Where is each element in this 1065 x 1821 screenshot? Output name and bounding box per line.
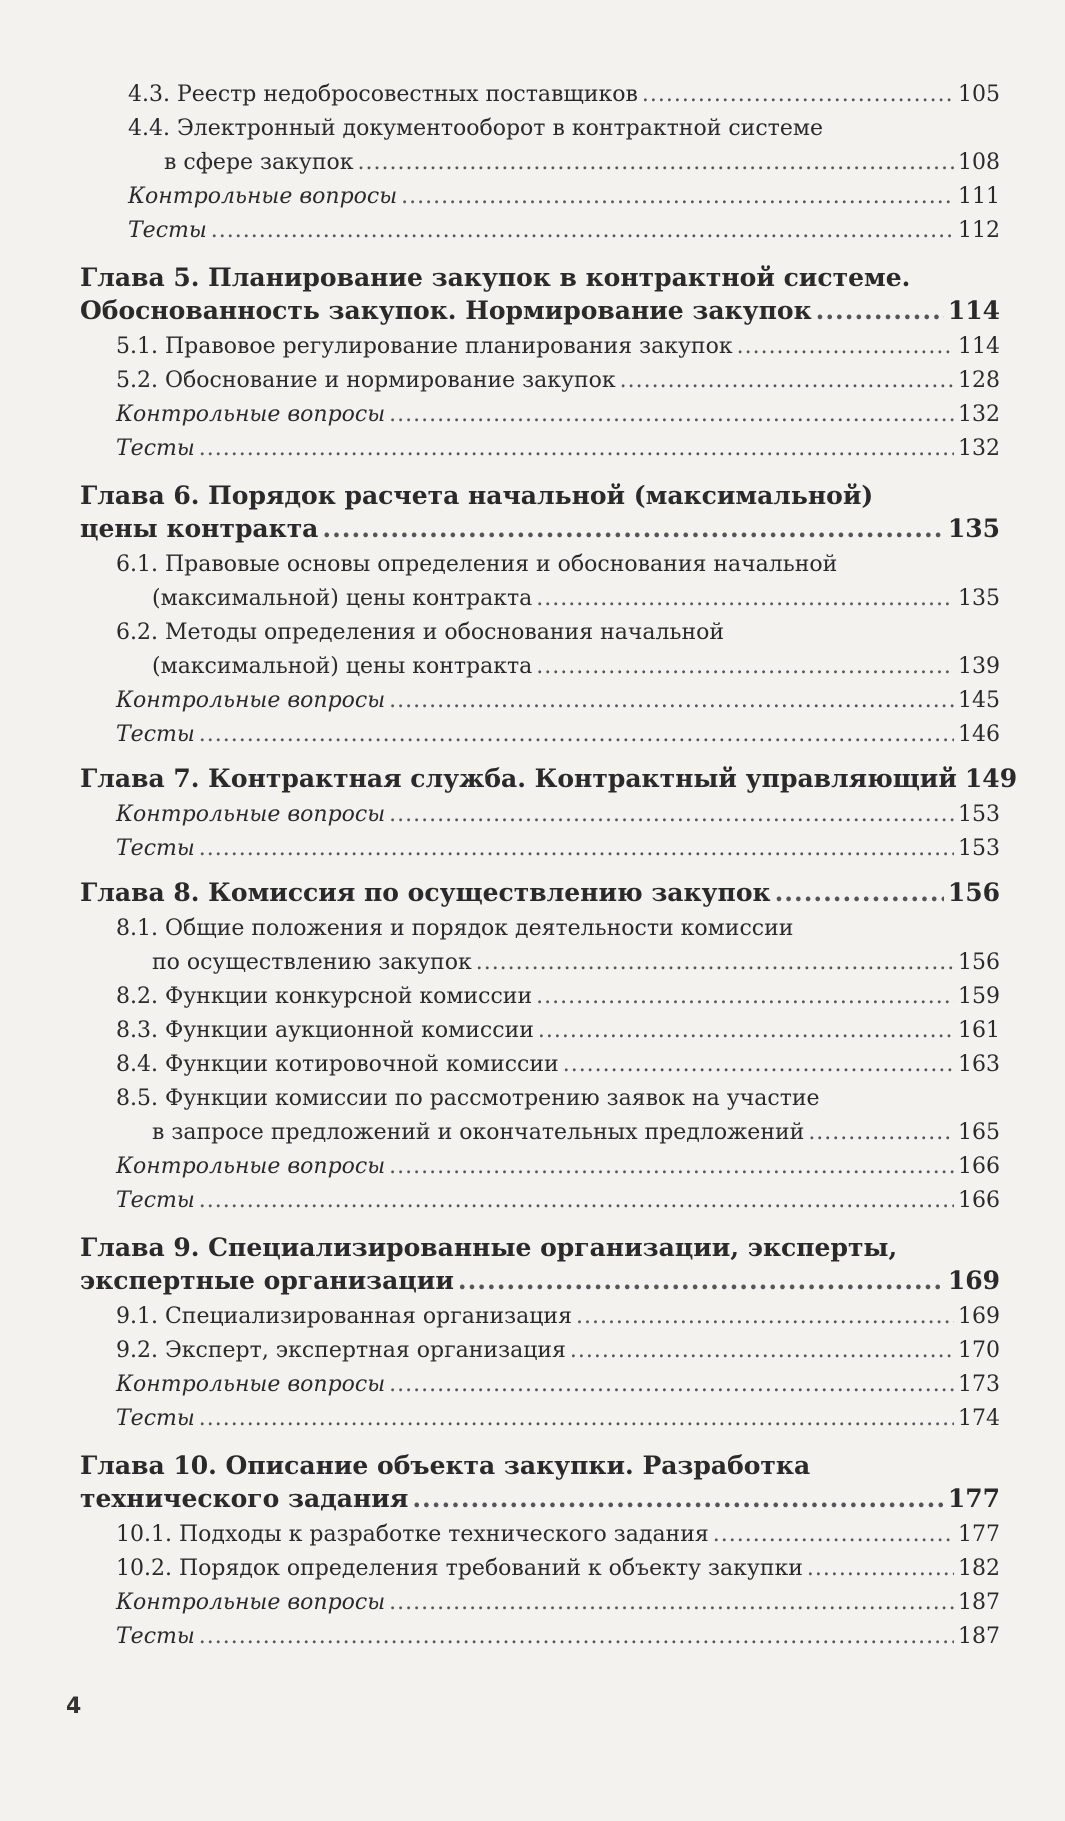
entry-label: Контрольные вопросы xyxy=(116,1590,386,1615)
toc-entry xyxy=(80,1018,1000,1052)
entry-page: 166 xyxy=(958,1154,1000,1179)
toc-entry xyxy=(80,1266,1000,1304)
entry-page: 169 xyxy=(958,1304,1000,1329)
entry-page: 156 xyxy=(958,950,1000,975)
toc-entry xyxy=(80,586,1000,620)
toc-entry xyxy=(80,514,1000,552)
leader-dots xyxy=(775,878,944,907)
toc-entry xyxy=(80,950,1000,984)
entry-label: Тесты xyxy=(116,436,195,461)
chapter-section xyxy=(80,1230,1000,1440)
entry-page: 135 xyxy=(958,586,1000,611)
entry-page: 114 xyxy=(958,334,1000,359)
entry-label: 8.2. Функции конкурсной комиссии xyxy=(116,984,533,1009)
entry-page: 128 xyxy=(958,368,1000,393)
leader-dots xyxy=(211,218,954,243)
leader-dots xyxy=(199,1406,954,1431)
entry-label: Тесты xyxy=(116,836,195,861)
leader-dots xyxy=(389,1154,954,1179)
toc-entry xyxy=(80,150,1000,184)
toc-entry xyxy=(80,688,1000,722)
entry-label: 10.2. Порядок определения требований к объекту закупки xyxy=(116,1556,803,1581)
leader-dots xyxy=(358,150,954,175)
entry-label: в запросе предложений и окончательных предложений xyxy=(152,1120,805,1145)
entry-label: Глава 8. Комиссия по осуществлению закупок xyxy=(80,878,771,907)
chapter-section xyxy=(80,260,1000,470)
toc-entry xyxy=(80,764,1018,802)
leader-dots xyxy=(199,1624,954,1649)
toc-entry xyxy=(80,1522,1000,1556)
entry-page: 174 xyxy=(958,1406,1000,1431)
entry-page: 114 xyxy=(947,296,1000,325)
leader-dots xyxy=(563,1052,954,1077)
entry-label: 10.1. Подходы к разработке технического задания xyxy=(116,1522,709,1547)
entry-label: в сфере закупок xyxy=(164,150,354,175)
entry-label: Контрольные вопросы xyxy=(116,802,386,827)
entry-page: 153 xyxy=(958,836,1000,861)
entry-page: 163 xyxy=(958,1052,1000,1077)
toc-entry xyxy=(80,1304,1000,1338)
entry-label: Глава 7. Контрактная служба. Контрактный управляющий xyxy=(80,764,957,793)
toc-entry xyxy=(80,296,1000,334)
leader-dots xyxy=(538,1018,954,1043)
leader-dots xyxy=(808,1120,954,1145)
leader-dots xyxy=(536,984,954,1009)
toc-entry xyxy=(80,1188,1000,1222)
entry-page: 165 xyxy=(958,1120,1000,1145)
leader-dots xyxy=(401,184,954,209)
entry-page: 173 xyxy=(958,1372,1000,1397)
entry-label: Обоснованность закупок. Нормирование закупок xyxy=(80,296,812,325)
entry-label: 4.3. Реестр недобросовестных поставщиков xyxy=(128,82,638,107)
entry-label: Тесты xyxy=(116,722,195,747)
toc-entry xyxy=(80,402,1000,436)
entry-label: Тесты xyxy=(128,218,207,243)
entry-page: 166 xyxy=(958,1188,1000,1213)
leader-dots xyxy=(389,688,954,713)
leader-dots xyxy=(713,1522,954,1547)
leader-dots xyxy=(412,1484,943,1513)
entry-label: 5.1. Правовое регулирование планирования закупок xyxy=(116,334,733,359)
entry-page: 105 xyxy=(958,82,1000,107)
entry-page: 146 xyxy=(958,722,1000,747)
leader-dots xyxy=(807,1556,954,1581)
toc-entry xyxy=(80,1406,1000,1440)
toc-entry xyxy=(80,722,1000,756)
entry-label: Контрольные вопросы xyxy=(116,688,386,713)
toc-entry xyxy=(80,1556,1000,1590)
entry-label: 9.1. Специализированная организация xyxy=(116,1304,572,1329)
toc-entry xyxy=(80,1624,1000,1658)
entry-label: (максимальной) цены контракта xyxy=(152,654,533,679)
chapter-section xyxy=(80,764,1018,870)
entry-label: 9.2. Эксперт, экспертная организация xyxy=(116,1338,566,1363)
leader-dots xyxy=(570,1338,954,1363)
leader-dots xyxy=(389,402,954,427)
leader-dots xyxy=(737,334,954,359)
page-number: 4 xyxy=(66,1694,82,1719)
entry-page: 132 xyxy=(958,402,1000,427)
entry-page: 161 xyxy=(958,1018,1000,1043)
lead-section xyxy=(80,82,1000,252)
entry-label: Контрольные вопросы xyxy=(128,184,398,209)
entry-label: по осуществлению закупок xyxy=(152,950,472,975)
leader-dots xyxy=(458,1266,944,1295)
toc-entry xyxy=(80,436,1000,470)
entry-label: экспертные организации xyxy=(80,1266,454,1295)
leader-dots xyxy=(536,654,954,679)
entry-label: Тесты xyxy=(116,1188,195,1213)
entry-page: 149 xyxy=(964,764,1018,793)
toc-entry xyxy=(80,1372,1000,1406)
toc-entry xyxy=(80,984,1000,1018)
entry-label: цены контракта xyxy=(80,514,319,543)
entry-page: 182 xyxy=(958,1556,1000,1581)
toc-entry xyxy=(80,1154,1000,1188)
chapter-section xyxy=(80,1448,1000,1658)
toc-entry xyxy=(80,184,1000,218)
table-of-contents xyxy=(80,82,1018,1658)
entry-page: 145 xyxy=(958,688,1000,713)
entry-label: Тесты xyxy=(116,1406,195,1431)
entry-label: Тесты xyxy=(116,1624,195,1649)
chapter-title: Глава 10. Описание объекта закупки. Разработка xyxy=(80,1451,811,1480)
leader-dots xyxy=(199,1188,954,1213)
entry-page: 187 xyxy=(958,1624,1000,1649)
toc-entry xyxy=(80,654,1000,688)
toc-entry xyxy=(80,1052,1000,1086)
chapter-section xyxy=(80,878,1000,1222)
chapter-title: Глава 5. Планирование закупок в контрактной системе. xyxy=(80,263,911,292)
toc-entry xyxy=(80,836,1000,870)
entry-page: 132 xyxy=(958,436,1000,461)
entry-label: Контрольные вопросы xyxy=(116,402,386,427)
entry-text-line: 6.1. Правовые основы определения и обоснования начальной xyxy=(116,552,838,577)
entry-page: 177 xyxy=(947,1484,1000,1513)
leader-dots xyxy=(576,1304,954,1329)
leader-dots xyxy=(389,1590,954,1615)
toc-entry xyxy=(80,218,1000,252)
toc-entry xyxy=(80,334,1000,368)
entry-label: 5.2. Обоснование и нормирование закупок xyxy=(116,368,616,393)
leader-dots xyxy=(199,722,954,747)
entry-page: 159 xyxy=(958,984,1000,1009)
leader-dots xyxy=(642,82,954,107)
entry-page: 156 xyxy=(947,878,1000,907)
chapter-title: Глава 9. Специализированные организации, эксперты, xyxy=(80,1233,898,1262)
leader-dots xyxy=(536,586,954,611)
entry-page: 177 xyxy=(958,1522,1000,1547)
entry-label: 8.3. Функции аукционной комиссии xyxy=(116,1018,534,1043)
toc-entry xyxy=(80,1484,1000,1522)
toc-entry xyxy=(80,802,1000,836)
toc-entry xyxy=(80,1338,1000,1372)
chapter-section xyxy=(80,478,1000,756)
leader-dots xyxy=(476,950,954,975)
entry-label: Контрольные вопросы xyxy=(116,1372,386,1397)
entry-page: 111 xyxy=(958,184,1000,209)
entry-page: 135 xyxy=(947,514,1000,543)
entry-text-line: 8.5. Функции комиссии по рассмотрению заявок на участие xyxy=(116,1086,820,1111)
entry-text-line: 6.2. Методы определения и обоснования начальной xyxy=(116,620,725,645)
leader-dots xyxy=(816,296,944,325)
toc-entry xyxy=(80,1590,1000,1624)
leader-dots xyxy=(620,368,954,393)
entry-text-line: 4.4. Электронный документооборот в контрактной системе xyxy=(128,116,823,141)
leader-dots xyxy=(199,436,954,461)
entry-text-line: 8.1. Общие положения и порядок деятельности комиссии xyxy=(116,916,794,941)
entry-page: 169 xyxy=(947,1266,1000,1295)
leader-dots xyxy=(322,514,943,543)
toc-entry xyxy=(80,368,1000,402)
entry-page: 139 xyxy=(958,654,1000,679)
entry-label: технического задания xyxy=(80,1484,409,1513)
leader-dots xyxy=(199,836,954,861)
entry-label: (максимальной) цены контракта xyxy=(152,586,533,611)
leader-dots xyxy=(389,802,954,827)
entry-page: 187 xyxy=(958,1590,1000,1615)
entry-page: 112 xyxy=(958,218,1000,243)
entry-page: 153 xyxy=(958,802,1000,827)
chapter-title: Глава 6. Порядок расчета начальной (максимальной) xyxy=(80,481,874,510)
toc-entry xyxy=(80,82,1000,116)
entry-page: 170 xyxy=(958,1338,1000,1363)
toc-entry xyxy=(80,1120,1000,1154)
toc-entry xyxy=(80,878,1000,916)
entry-label: 8.4. Функции котировочной комиссии xyxy=(116,1052,559,1077)
entry-label: Контрольные вопросы xyxy=(116,1154,386,1179)
leader-dots xyxy=(389,1372,954,1397)
entry-page: 108 xyxy=(958,150,1000,175)
